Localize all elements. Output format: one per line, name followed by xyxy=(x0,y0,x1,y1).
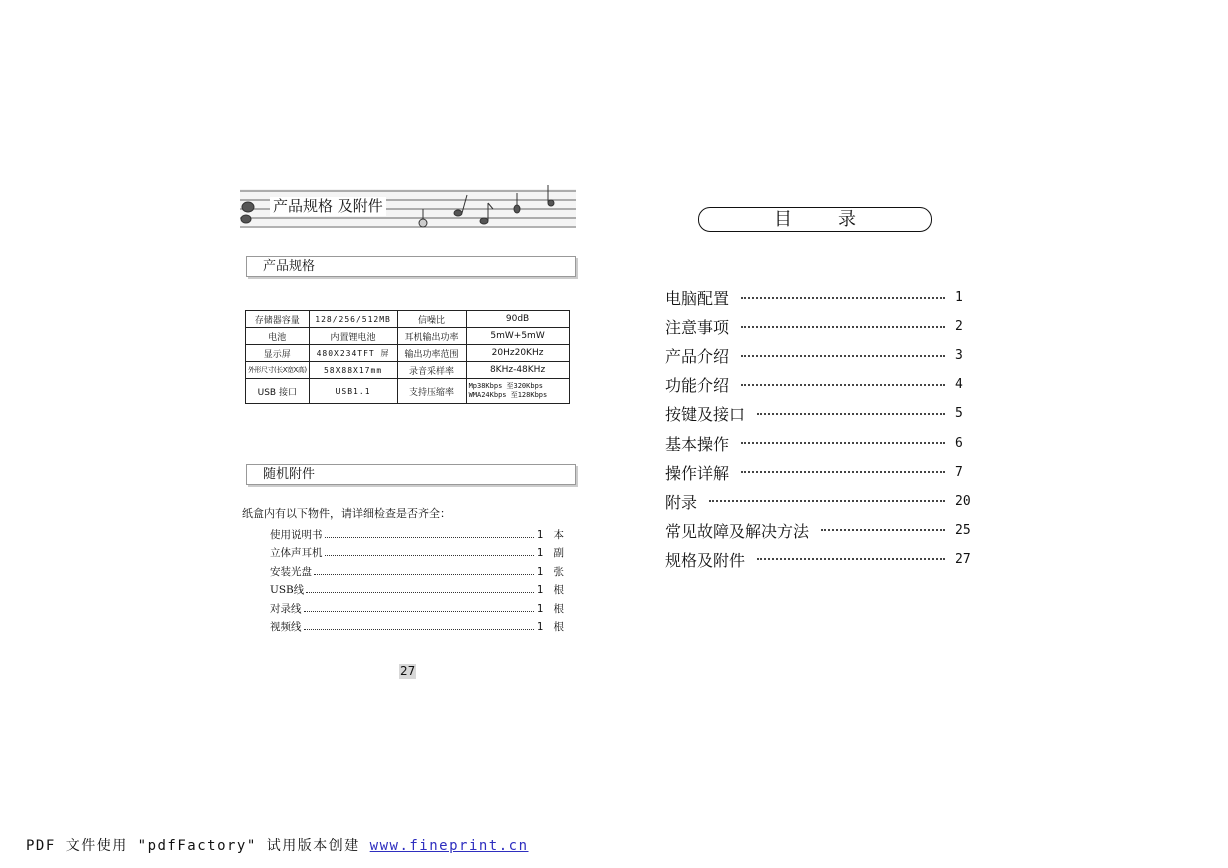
list-item xyxy=(270,582,566,600)
toc-item-title: 基本操作 xyxy=(665,434,730,454)
toc-item-page: 2 xyxy=(955,319,963,335)
table-row xyxy=(246,311,570,328)
toc-item-page: 5 xyxy=(955,406,963,422)
toc-item-title: 功能介绍 xyxy=(665,376,730,396)
accessory-name: 安装光盘 xyxy=(270,565,312,578)
list-item xyxy=(270,545,566,563)
toc-item-page: 7 xyxy=(955,464,963,480)
accessory-name: 视频线 xyxy=(270,620,302,633)
spec-section-header xyxy=(246,256,576,277)
compression-mp3: Mp38Kbps 至320Kbps xyxy=(468,382,543,390)
dot-leader xyxy=(304,611,534,612)
dot-leader xyxy=(306,592,534,593)
table-cell: 信噪比 xyxy=(397,311,466,328)
accessory-name: 立体声耳机 xyxy=(270,547,323,560)
toc-item[interactable] xyxy=(665,428,971,457)
table-row xyxy=(246,345,570,362)
accessory-qty: 1 张 xyxy=(536,565,566,578)
toc-item-title: 注意事项 xyxy=(665,318,730,338)
table-cell: 内置锂电池 xyxy=(309,328,397,345)
toc-item[interactable] xyxy=(665,545,971,574)
toc-item-page: 3 xyxy=(955,348,963,364)
table-cell: 电池 xyxy=(246,328,310,345)
table-cell: 支持压缩率 xyxy=(397,379,466,404)
dot-leader xyxy=(757,558,945,560)
toc-title-box xyxy=(698,207,932,232)
table-cell: 耳机输出功率 xyxy=(397,328,466,345)
toc-item[interactable] xyxy=(665,487,971,516)
toc-item-page: 6 xyxy=(955,435,963,451)
toc-item[interactable] xyxy=(665,458,971,487)
dot-leader xyxy=(304,629,534,630)
pdf-footer xyxy=(26,835,529,855)
table-cell: 90dB xyxy=(466,311,569,328)
list-item xyxy=(270,527,566,545)
list-item xyxy=(270,564,566,582)
table-cell: 外形尺寸(长X宽X高) xyxy=(246,362,310,379)
toc-item[interactable] xyxy=(665,312,971,341)
toc-item-title: 电脑配置 xyxy=(665,289,730,309)
toc-title: 目录 xyxy=(774,209,902,230)
accessory-qty: 1 根 xyxy=(536,584,566,597)
compression-wma: WMA24Kbps 至128Kbps xyxy=(468,391,548,399)
toc-item-page: 1 xyxy=(955,290,963,306)
dot-leader xyxy=(741,326,945,328)
toc-item[interactable] xyxy=(665,399,971,428)
toc-item-title: 附录 xyxy=(665,492,698,512)
footer-link[interactable]: www.fineprint.cn xyxy=(369,838,529,854)
spec-section-title: 产品规格 xyxy=(263,259,316,274)
toc-item-page: 27 xyxy=(955,551,971,567)
footer-text: PDF 文件使用 "pdfFactory" 试用版本创建 xyxy=(26,838,360,854)
toc-item-page: 20 xyxy=(955,493,971,509)
table-cell: USB1.1 xyxy=(309,379,397,404)
toc-item-title: 产品介绍 xyxy=(665,347,730,367)
toc-item[interactable] xyxy=(665,370,971,399)
table-cell: 128/256/512MB xyxy=(309,311,397,328)
dot-leader xyxy=(757,413,945,415)
banner-title: 产品规格 及附件 xyxy=(270,197,386,216)
toc-item-page: 4 xyxy=(955,377,963,393)
toc-item-title: 常见故障及解决方法 xyxy=(665,521,810,541)
accessories-list xyxy=(270,527,566,637)
accessory-qty: 1 根 xyxy=(536,620,566,633)
table-cell: 显示屏 xyxy=(246,345,310,362)
dot-leader xyxy=(821,529,945,531)
table-cell: 58X88X17mm xyxy=(309,362,397,379)
table-cell: USB 接口 xyxy=(246,379,310,404)
table-cell: 输出功率范围 xyxy=(397,345,466,362)
accessories-section-title: 随机附件 xyxy=(263,467,316,482)
accessory-qty: 1 副 xyxy=(536,547,566,560)
accessories-section-header xyxy=(246,464,576,485)
table-cell: 5mW+5mW xyxy=(466,328,569,345)
table-row xyxy=(246,379,570,404)
page-number: 27 xyxy=(400,664,416,678)
toc-item[interactable] xyxy=(665,283,971,312)
accessory-name: 使用说明书 xyxy=(270,529,323,541)
table-cell: 480X234TFT 屏 xyxy=(309,345,397,362)
dot-leader xyxy=(741,384,945,386)
dot-leader xyxy=(741,355,945,357)
dot-leader xyxy=(741,471,945,473)
dot-leader xyxy=(325,537,534,538)
table-cell xyxy=(466,379,569,404)
accessory-name: 对录线 xyxy=(270,602,302,615)
toc-item-page: 25 xyxy=(955,522,971,538)
dot-leader xyxy=(741,442,945,444)
dot-leader xyxy=(741,297,945,299)
table-cell: 录音采样率 xyxy=(397,362,466,379)
list-item xyxy=(270,601,566,619)
table-of-contents xyxy=(665,283,971,574)
toc-item-title: 规格及附件 xyxy=(665,550,746,570)
dot-leader xyxy=(709,500,945,502)
toc-item-title: 操作详解 xyxy=(665,463,730,483)
table-row xyxy=(246,362,570,379)
table-row xyxy=(246,328,570,345)
toc-item[interactable] xyxy=(665,516,971,545)
spec-table xyxy=(245,310,570,404)
list-item xyxy=(270,619,566,637)
dot-leader xyxy=(314,574,534,575)
toc-item-title: 按键及接口 xyxy=(665,405,746,425)
dot-leader xyxy=(325,555,534,556)
toc-item[interactable] xyxy=(665,341,971,370)
table-cell: 20Hz20KHz xyxy=(466,345,569,362)
table-cell: 存储器容量 xyxy=(246,311,310,328)
table-cell: 8KHz-48KHz xyxy=(466,362,569,379)
accessory-qty: 1 本 xyxy=(536,529,566,541)
accessories-intro: 纸盒内有以下物件，请详细检查是否齐全： xyxy=(242,507,451,520)
accessory-qty: 1 根 xyxy=(536,602,566,615)
accessory-name: USB线 xyxy=(270,584,305,597)
